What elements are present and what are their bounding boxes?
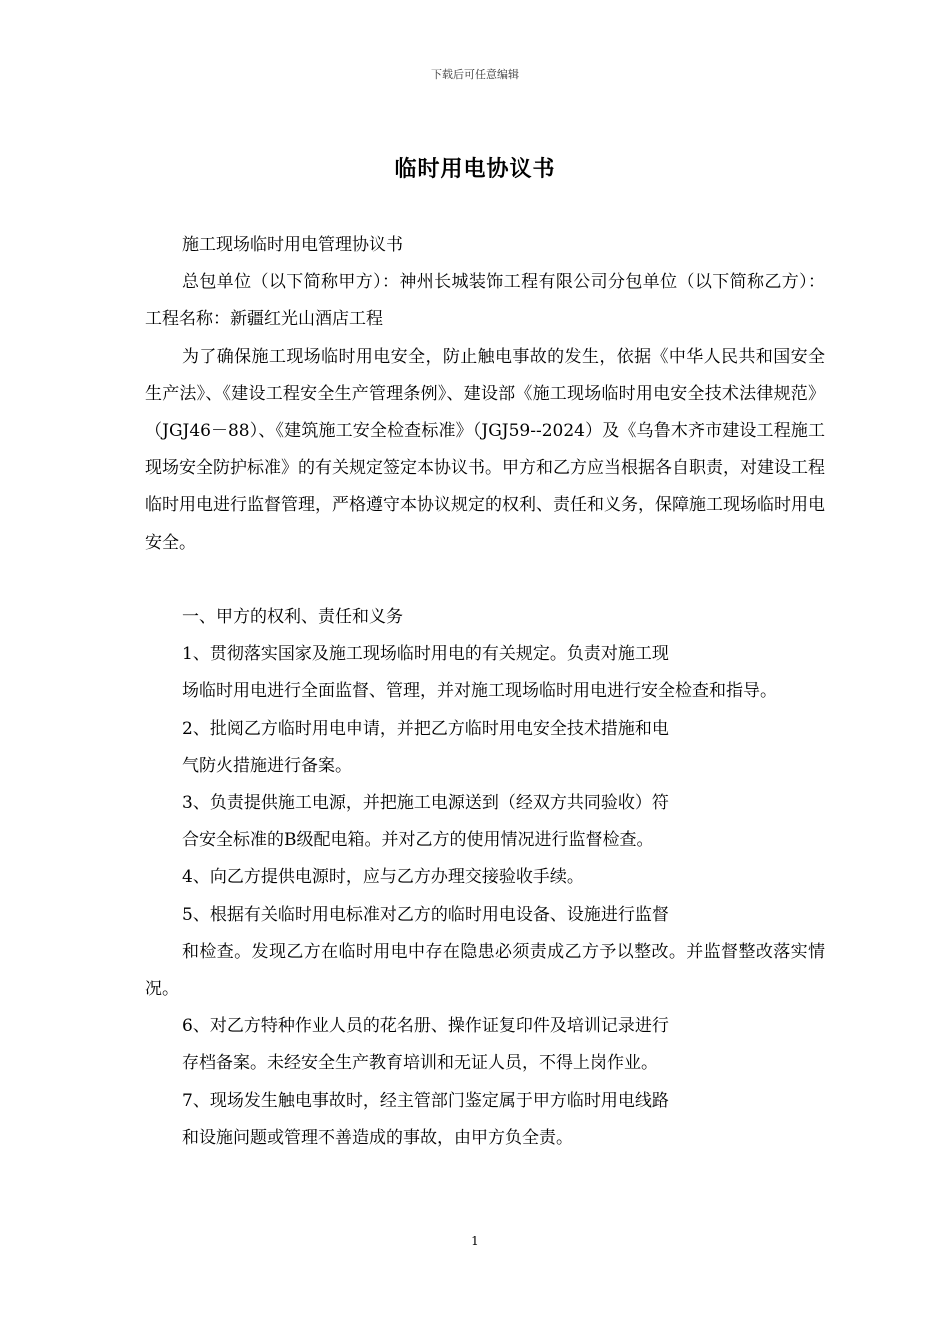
item-7-line2: 和设施问题或管理不善造成的事故，由甲方负全责。 [182, 1127, 573, 1148]
preamble-paragraph: 为了确保施工现场临时用电安全，防止触电事故的发生，依据《中华人民共和国安全生产法》、《建设工程安全生产管理条例》、建设部《施工现场临时用电安全技术法律规范》（JGJ46－88）、《建筑施工安全检查标准》（JGJ59--2024）及《乌鲁木齐市建设工程施工现场安全防护标准》的有关规定签定本协议书。甲方和乙方应当根据各自职责，对建设工程临时用电进行监督管理，严格遵守本协议规定的权利、责任和义务，保障施工现场临时用电安全。 [145, 346, 825, 553]
document-subtitle: 施工现场临时用电管理协议书 [182, 235, 403, 255]
item-7-line1: 7、现场发生触电事故时，经主管部门鉴定属于甲方临时用电线路 [182, 1090, 669, 1111]
item-3-line1: 3、负责提供施工电源，并把施工电源送到（经双方共同验收）符 [182, 793, 669, 814]
page-number: 1 [471, 1234, 479, 1248]
item-5-line1: 5、根据有关临时用电标准对乙方的临时用电设备、设施进行监督 [182, 904, 669, 925]
item-5-line2: 和检查。发现乙方在临时用电中存在隐患必须责成乙方予以整改。并监督整改落实情况。 [145, 941, 825, 1000]
item-3-line2: 合安全标准的B级配电箱。并对乙方的使用情况进行监督检查。 [182, 830, 654, 851]
document-title: 临时用电协议书 [394, 156, 556, 182]
document-body [145, 227, 825, 1157]
section-heading: 一、甲方的权利、责任和义务 [182, 607, 403, 628]
item-1-line1: 1、贯彻落实国家及施工现场临时用电的有关规定。负责对施工现 [182, 644, 669, 665]
item-4-line1: 4、向乙方提供电源时，应与乙方办理交接验收手续。 [182, 867, 584, 888]
item-2-line1: 2、批阅乙方临时用电申请，并把乙方临时用电安全技术措施和电 [182, 718, 669, 739]
item-2-line2: 气防火措施进行备案。 [182, 755, 352, 776]
item-6-line1: 6、对乙方特种作业人员的花名册、操作证复印件及培训记录进行 [182, 1016, 669, 1037]
item-1-line2: 场临时用电进行全面监督、管理，并对施工现场临时用电进行安全检查和指导。 [182, 681, 777, 702]
item-6-line2: 存档备案。未经安全生产教育培训和无证人员，不得上岗作业。 [182, 1053, 658, 1074]
parties-paragraph: 总包单位（以下简称甲方）：神州长城装饰工程有限公司分包单位（以下简称乙方）：工程名称：新疆红光山酒店工程 [145, 272, 825, 330]
header-note: 下载后可任意编辑 [431, 68, 519, 81]
spacer [145, 562, 825, 599]
